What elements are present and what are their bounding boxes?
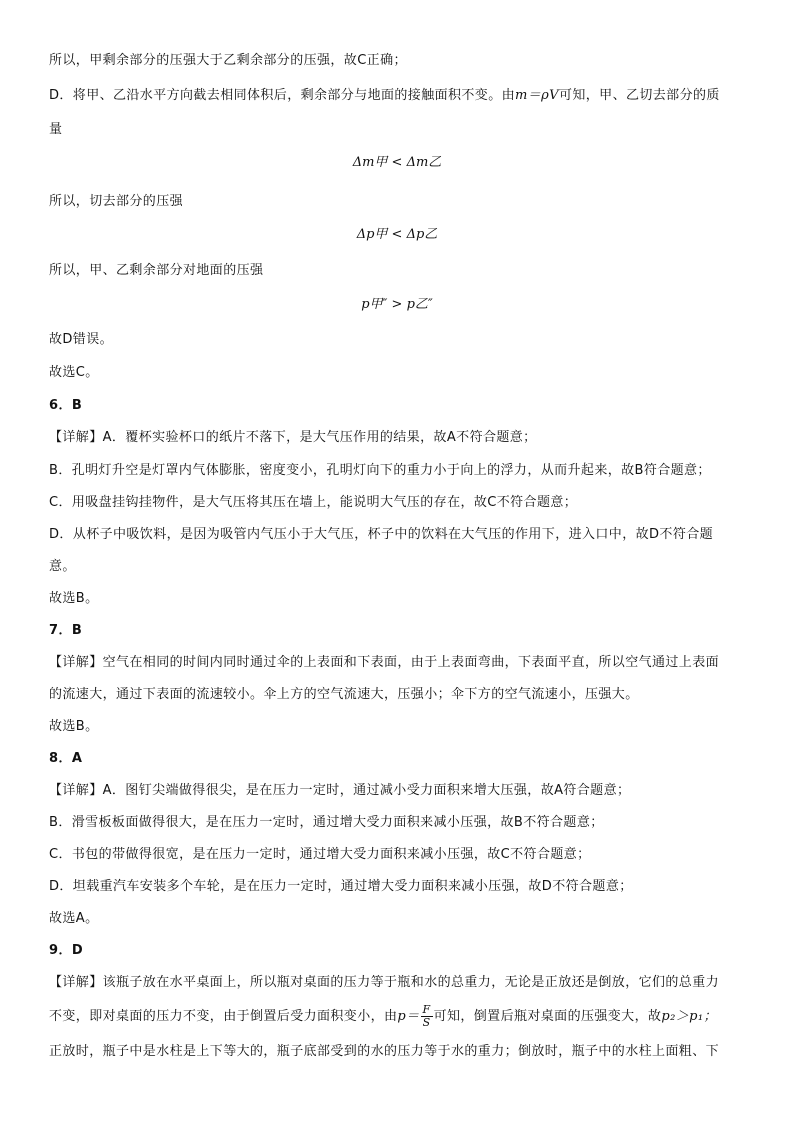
text-line: D．将甲、乙沿水平方向截去相同体积后，剩余部分与地面的接触面积不变。由m＝ρV可知，甲、乙切去部分的质	[49, 88, 720, 103]
formula-inline: m＝ρV	[515, 88, 559, 103]
text-line: 所以，切去部分的压强	[49, 194, 184, 209]
text-line: B．孔明灯升空是灯罩内气体膨胀，密度变小，孔明灯向下的重力小于向上的浮力，从而升起来，故B符合题意；	[49, 463, 711, 478]
text-line: 故选B。	[49, 719, 99, 734]
formula-display: Δm甲 < Δm乙	[352, 155, 442, 170]
text-line: B．滑雪板板面做得很大，是在压力一定时，通过增大受力面积来减小压强，故B不符合题意；	[49, 815, 604, 830]
text-line: 故选C。	[49, 365, 99, 380]
question-number: 6．B	[49, 398, 83, 413]
text-line: C．用吸盘挂钩挂物件，是大气压将其压在墙上，能说明大气压的存在，故C不符合题意；	[49, 495, 578, 510]
text-line: 【详解】该瓶子放在水平桌面上，所以瓶对桌面的压力等于瓶和水的总重力，无论是正放还是倒放，它们的总重力	[49, 975, 720, 990]
text-line: 的流速大，通过下表面的流速较小。伞上方的空气流速大，压强小；伞下方的空气流速小，压强大。	[49, 687, 639, 702]
question-number: 8．A	[49, 751, 83, 766]
text-line: 所以，甲剩余部分的压强大于乙剩余部分的压强，故C正确；	[49, 53, 407, 68]
formula-display: p甲″ > p乙″	[361, 297, 433, 312]
text-line: 【详解】A．覆杯实验杯口的纸片不落下，是大气压作用的结果，故A不符合题意；	[49, 430, 537, 445]
formula-display: Δp甲 < Δp乙	[356, 227, 438, 242]
text-line: 不变，即对桌面的压力不变，由于倒置后受力面积变小，由p＝ $\frac{F}{S}$ 可知，倒置后瓶对桌面的压强变大，故p₂＞p₁；	[49, 1003, 717, 1029]
text-line: 故选A。	[49, 911, 99, 926]
text-line: D．坦载重汽车安装多个车轮，是在压力一定时，通过增大受力面积来减小压强，故D不符合题意；	[49, 879, 633, 894]
text-line: 故D错误。	[49, 332, 114, 347]
text-line: 【详解】空气在相同的时间内同时通过伞的上表面和下表面，由于上表面弯曲，下表面平直，所以空气通过上表面	[49, 655, 720, 670]
text-line: C．书包的带做得很宽，是在压力一定时，通过增大受力面积来减小压强，故C不符合题意；	[49, 847, 591, 862]
question-number: 9．D	[49, 943, 84, 958]
question-number: 7．B	[49, 623, 83, 638]
text-line: 意。	[49, 559, 76, 574]
text-line: 故选B。	[49, 591, 99, 606]
text-line: 所以，甲、乙剩余部分对地面的压强	[49, 263, 264, 278]
text-line: D．从杯子中吸饮料，是因为吸管内气压小于大气压，杯子中的饮料在大气压的作用下，进入口中，故D不符合题	[49, 527, 714, 542]
text-line: 正放时，瓶子中是水柱是上下等大的，瓶子底部受到的水的压力等于水的重力；倒放时，瓶子中的水柱上面粗、下	[49, 1044, 720, 1059]
text-line: 【详解】A．图钉尖端做得很尖，是在压力一定时，通过减小受力面积来增大压强，故A符合题意；	[49, 783, 631, 798]
text-line: 量	[49, 122, 63, 137]
fraction-formula: $\frac{F}{S}$	[422, 1003, 431, 1029]
